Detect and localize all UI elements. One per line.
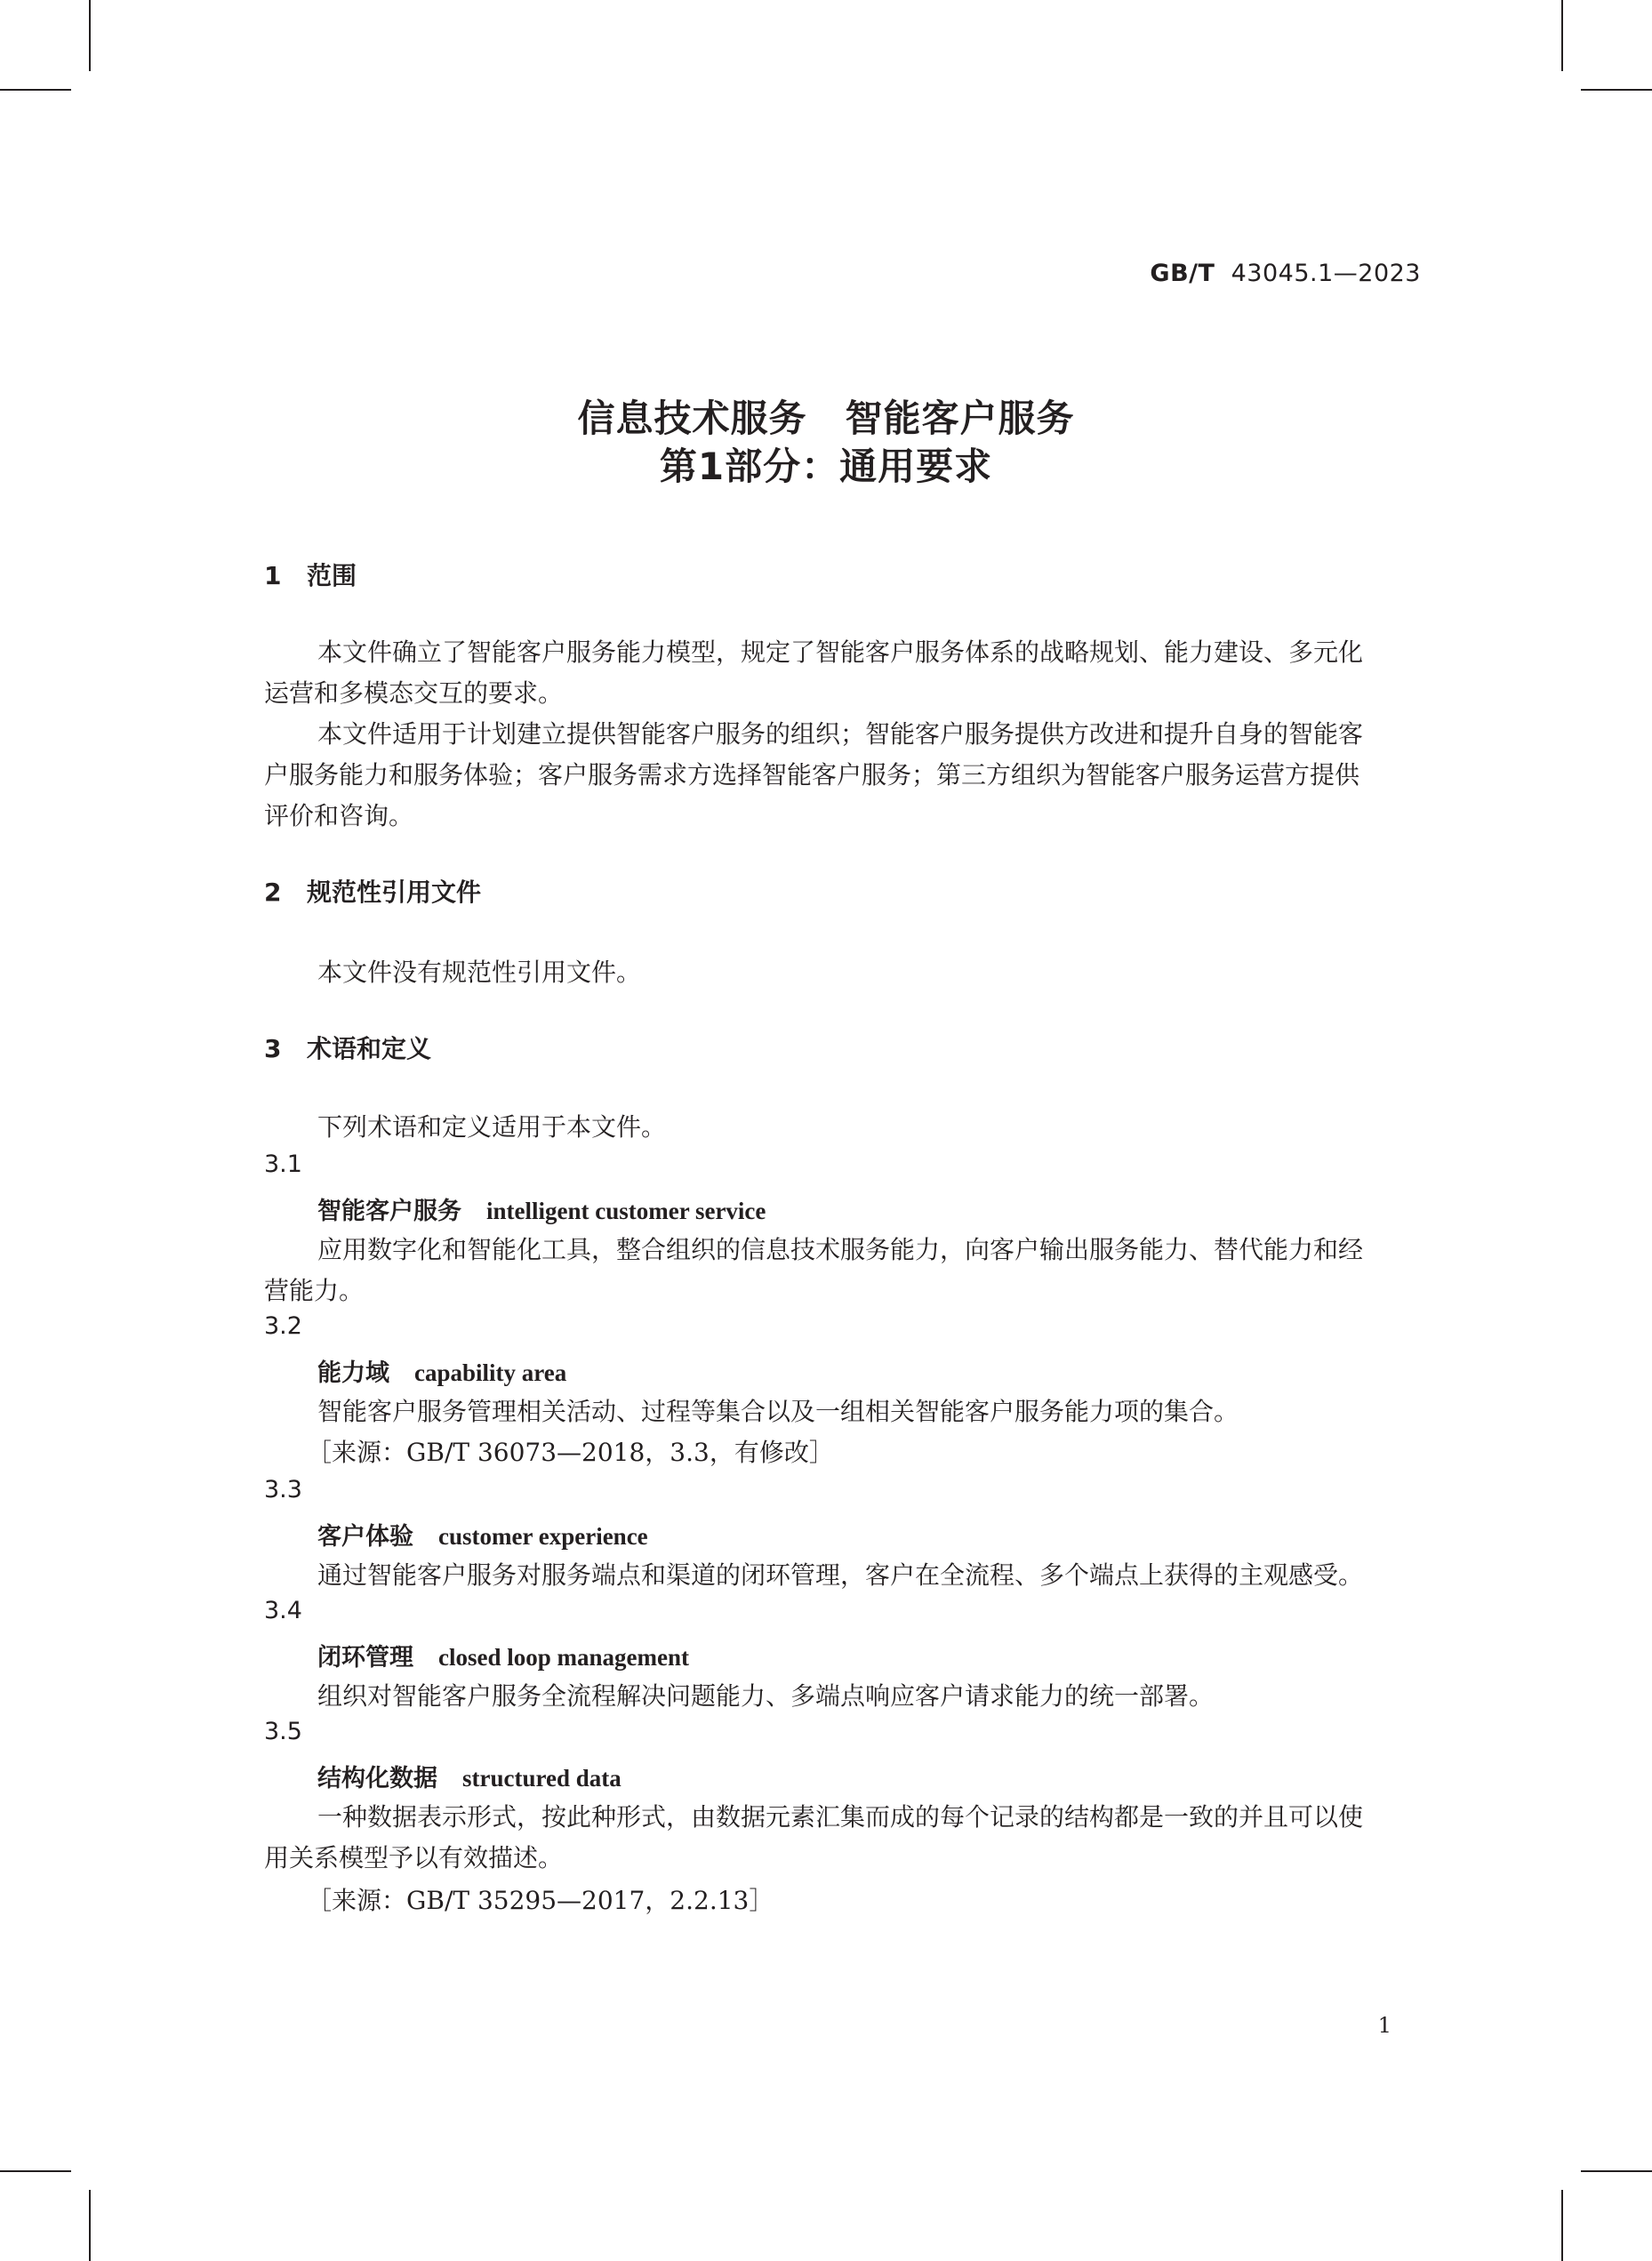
section-heading: [264, 873, 481, 909]
paragraph-line: 户服务能力和服务体验；客户服务需求方选择智能客户服务；第三方组织为智能客户服务运营方提供: [264, 760, 1360, 790]
source-note: ［来源：GB/T 35295—2017，2.2.13］: [307, 1886, 774, 1915]
page-number: 1: [1377, 2013, 1391, 2038]
term-zh: 客户体验: [317, 1523, 413, 1551]
term-zh: 闭环管理: [317, 1644, 413, 1672]
term-entry: [317, 1759, 622, 1793]
term-number: 3.4: [264, 1597, 302, 1624]
definition-line: 用关系模型予以有效描述。: [264, 1843, 564, 1872]
section-number: 3: [264, 1034, 282, 1063]
term-number: 3.5: [264, 1718, 302, 1745]
standard-prefix: GB/T: [1150, 260, 1215, 287]
paragraph-line: 评价和咨询。: [264, 801, 414, 830]
term-en: structured data: [462, 1765, 622, 1792]
term-en: intelligent customer service: [486, 1198, 766, 1224]
term-number: 3.2: [264, 1312, 302, 1340]
definition-line: 组织对智能客户服务全流程解决问题能力、多端点响应客户请求能力的统一部署。: [317, 1681, 1215, 1711]
term-zh: 能力域: [317, 1359, 389, 1387]
definition-line: 一种数据表示形式，按此种形式，由数据元素汇集而成的每个记录的结构都是一致的并且可以使: [317, 1802, 1364, 1832]
crop-mark: [0, 89, 71, 91]
term-en: customer experience: [438, 1523, 648, 1550]
term-entry: [317, 1638, 689, 1672]
crop-mark: [1561, 0, 1563, 71]
definition-line: 应用数字化和智能化工具，整合组织的信息技术服务能力，向客户输出服务能力、替代能力和经: [317, 1235, 1364, 1264]
paragraph-line: 本文件没有规范性引用文件。: [317, 958, 642, 987]
paragraph-line: 下列术语和定义适用于本文件。: [317, 1112, 667, 1142]
term-number: 3.3: [264, 1476, 302, 1503]
crop-mark: [1581, 2170, 1652, 2172]
section-title: 规范性引用文件: [307, 878, 482, 907]
section-number: 2: [264, 878, 282, 907]
term-en: capability area: [414, 1359, 567, 1386]
term-zh: 结构化数据: [317, 1765, 437, 1792]
section-heading: [264, 1030, 431, 1065]
document-title: 信息技术服务 智能客户服务: [577, 397, 1075, 440]
term-zh: 智能客户服务: [317, 1198, 461, 1225]
term-number: 3.1: [264, 1151, 302, 1178]
source-note: ［来源：GB/T 36073—2018，3.3，有修改］: [307, 1438, 834, 1467]
standard-code: [1150, 260, 1421, 287]
term-en: closed loop management: [438, 1644, 689, 1671]
section-number: 1: [264, 561, 282, 590]
definition-line: 营能力。: [264, 1276, 365, 1305]
crop-mark: [89, 2190, 91, 2261]
term-entry: [317, 1353, 566, 1388]
section-title: 术语和定义: [307, 1034, 432, 1063]
standard-number: 43045.1—2023: [1231, 260, 1421, 287]
document-subtitle: 第1部分：通用要求: [659, 445, 993, 488]
section-heading: [264, 557, 357, 592]
definition-line: 通过智能客户服务对服务端点和渠道的闭环管理，客户在全流程、多个端点上获得的主观感受。: [317, 1560, 1364, 1590]
crop-mark: [1561, 2190, 1563, 2261]
crop-mark: [89, 0, 91, 71]
crop-mark: [0, 2170, 71, 2172]
term-entry: [317, 1191, 766, 1226]
paragraph-line: 本文件适用于计划建立提供智能客户服务的组织；智能客户服务提供方改进和提升自身的智能客: [317, 719, 1364, 749]
definition-line: 智能客户服务管理相关活动、过程等集合以及一组相关智能客户服务能力项的集合。: [317, 1397, 1239, 1426]
paragraph-line: 运营和多模态交互的要求。: [264, 678, 564, 708]
paragraph-line: 本文件确立了智能客户服务能力模型，规定了智能客户服务体系的战略规划、能力建设、多元化: [317, 637, 1364, 667]
term-entry: [317, 1517, 648, 1551]
crop-mark: [1581, 89, 1652, 91]
section-title: 范围: [307, 561, 357, 590]
